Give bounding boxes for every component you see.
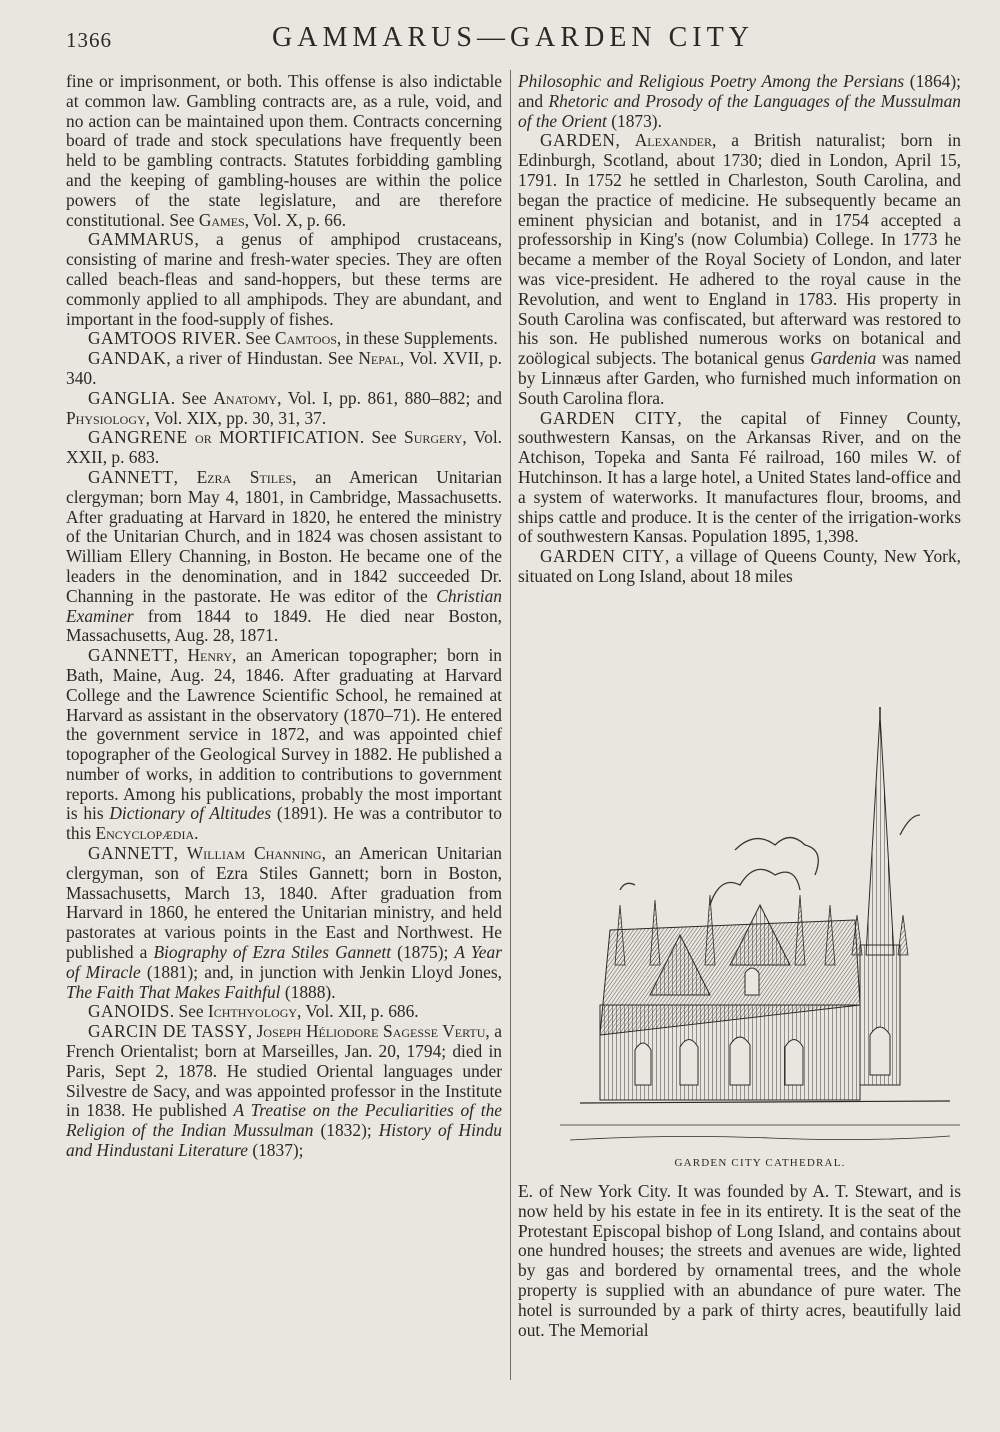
entry-ganglia: GANGLIA. See Anatomy, Vol. I, pp. 861, 880–882; and Physiology, Vol. XIX, pp. 30, 31, 37. bbox=[66, 387, 502, 428]
entry-gannett-william: GANNETT, William Channing, an American Unitarian clergyman, son of Ezra Stiles Gannett; born in Boston, Massachusetts, March 13, 1840. After graduation from Harvard in 1860, he entered the Unitarian ministry, and held pastorates at various points in the East and Northwest. He published a Biography of Ezra Stiles Gannett (1875); A Year of Miracle (1881); and, in junction with Jenkin Lloyd Jones, The Faith That Makes Faithful (1888). bbox=[66, 843, 502, 1002]
running-title: GAMMARUS—GARDEN CITY bbox=[272, 22, 754, 53]
cross-reference: Camtoos bbox=[274, 328, 337, 349]
figure-caption: GARDEN CITY CATHEDRAL. bbox=[674, 1157, 846, 1169]
cross-reference: Surgery bbox=[404, 427, 463, 448]
work-title: Dictionary of Altitudes bbox=[109, 803, 272, 824]
headword: GANGRENE bbox=[88, 427, 188, 448]
genus-name: Gardenia bbox=[810, 348, 877, 369]
work-title: History of Hindu and Hindustani Literature bbox=[66, 1120, 502, 1161]
entry-garcin-de-tassy: GARCIN DE TASSY, Joseph Héliodore Sagesse Vertu, a French Orientalist; born at Marseilles, Jan. 20, 1794; died in Paris, Sept 2, 1878. He studied Oriental languages under Silvestre de Sacy, and was appointed professor in the Institute in 1838. He published A Treatise on the Peculiarities of the Religion of the Indian Mussulman (1832); History of Hindu and Hindustani Literature (1837); bbox=[66, 1021, 503, 1161]
headword: GANNETT bbox=[88, 843, 174, 864]
right-column-top bbox=[518, 72, 961, 587]
work-title: Rhetoric and Prosody of the Languages of the Mussulman of the Orient bbox=[518, 90, 961, 131]
person-name: Henry bbox=[187, 645, 233, 666]
headword: GARDEN CITY bbox=[540, 407, 678, 428]
entry-garden-city-new-york-continuation: E. of New York City. It was founded by A. T. Stewart, and is now held by his estate in fee in its entirety. It is the seat of the Protestant Episcopal bishop of Long Island, and contains about one hundred houses; the streets and avenues are wide, lighted by gas and bordered by ornamental trees, and the whole property is supplied with an abundance of pure water. The hotel is surrounded by a park of thirty acres, beautifully laid out. The Memorial bbox=[518, 1181, 961, 1340]
headword: GARDEN bbox=[540, 130, 616, 151]
headword: GANNETT bbox=[88, 466, 174, 487]
page-header bbox=[66, 22, 960, 56]
headword: GANDAK bbox=[88, 348, 167, 369]
entry-gammarus: GAMMARUS, a genus of amphipod crustaceans, consisting of marine and fresh-water species. They are often called beach-fleas and sand-hoppers, but these terms are commonly applied to all amphipods. They are abundant, and important in the food-supply of fishes. bbox=[66, 229, 502, 329]
entry-garcin-continuation: Philosophic and Religious Poetry Among the Persians (1864); and Rhetoric and Prosody of the Languages of the Mussulman of the Orient (1873). bbox=[518, 71, 961, 131]
cross-reference: Games bbox=[198, 209, 245, 230]
headword: GARCIN DE TASSY bbox=[88, 1021, 248, 1042]
headword: GAMMARUS bbox=[88, 229, 195, 250]
entry-gangrene: GANGRENE or MORTIFICATION. See Surgery, Vol. XXII, p. 683. bbox=[66, 427, 502, 468]
work-title: Biography of Ezra Stiles Gannett bbox=[153, 942, 392, 963]
entry-gambling-continuation: fine or imprisonment, or both. This offense is also indictable at common law. Gambling contracts are, as a rule, void, and no action can be maintained upon them. Contracts concerning board of trade and stock speculations have frequently been held to be gambling contracts. Statutes forbidding gambling and the keeping of gambling-houses are within the police powers of the state legislature, and are therefore constitutional. See Games, Vol. X, p. 66. bbox=[66, 71, 502, 230]
entry-garden-city-new-york: GARDEN CITY, a village of Queens County, New York, situated on Long Island, about 18 miles bbox=[518, 546, 961, 586]
work-title: A Year of Miracle bbox=[66, 942, 502, 982]
person-name: William Channing bbox=[186, 843, 322, 864]
entry-gannett-ezra: GANNETT, Ezra Stiles, an American Unitarian clergyman; born May 4, 1801, in Cambridge, Massachusetts. After graduating at Harvard in 1820, he entered the ministry of the Unitarian Church, and in 1824 was chosen assistant to William Ellery Channing, in Boston. He became one of the leaders in the denomination, and in 1842 succeeded Dr. Channing in the pastorate. He was editor of the Christian Examiner from 1844 to 1849. He died near Boston, Massachusetts, Aug. 28, 1871. bbox=[66, 466, 502, 646]
headword: GAMTOOS RIVER bbox=[88, 328, 237, 349]
cross-reference: Anatomy bbox=[213, 387, 278, 408]
cathedral-illustration bbox=[560, 705, 960, 1169]
entry-gamtoos-river: GAMTOOS RIVER. See Camtoos, in these Supplements. bbox=[88, 328, 498, 349]
headword: GANGLIA bbox=[88, 387, 171, 408]
entry-gannett-henry: GANNETT, Henry, an American topographer; born in Bath, Maine, Aug. 24, 1846. After graduating at Harvard College and the Lawrence Scientific School, he remained at Harvard as assistant in the observatory (1870–71). He entered the government service in 1872, and was appointed chief topographer of the Geological Survey in 1882. He published a number of works, in addition to contributions to government reports. Among his publications, probably the most important is his Dictionary of Altitudes (1891). He was a contributor to this Encyclopædia. bbox=[66, 645, 502, 844]
work-title: A Treatise on the Peculiarities of the Religion of the Indian Mussulman bbox=[66, 1100, 502, 1141]
cathedral-engraving bbox=[560, 705, 960, 1150]
left-column bbox=[66, 72, 502, 1161]
person-name: Ezra Stiles bbox=[196, 466, 293, 487]
column-divider bbox=[510, 70, 511, 1380]
work-title: Philosophic and Religious Poetry Among the Persians bbox=[518, 71, 905, 91]
page-number: 1366 bbox=[66, 28, 112, 52]
cross-reference: Encyclopædia bbox=[95, 823, 195, 844]
headword: GANOIDS bbox=[88, 1001, 170, 1022]
person-name: Alexander bbox=[634, 130, 712, 151]
work-title: Christian Examiner bbox=[66, 585, 502, 626]
headword: GARDEN CITY bbox=[540, 546, 665, 567]
work-title: The Faith That Makes Faithful bbox=[66, 981, 281, 1002]
entry-garden-alexander: GARDEN, Alexander, a British naturalist; born in Edinburgh, Scotland, about 1730; died in London, April 15, 1791. In 1752 he settled in Charleston, South Carolina, and began the practice of medicine. He subsequently became an eminent physician and botanist, and in 1754 accepted a professorship in King's (now Columbia) College. In 1773 he became a member of the Royal Society of London, and later was vice-president. He adhered to the royal cause in the Revolution, and went to England in 1783. His property in South Carolina was confiscated, but afterward was restored to his son. He published numerous works on botanical and zoölogical subjects. The botanical genus Gardenia was named by Linnæus after Garden, who furnished much information on South Carolina flora. bbox=[518, 130, 961, 408]
right-column-bottom bbox=[518, 1182, 961, 1340]
cross-reference: Nepal bbox=[358, 348, 400, 369]
entry-ganoids: GANOIDS. See Ichthyology, Vol. XII, p. 686. bbox=[88, 1001, 419, 1022]
headword: MORTIFICATION bbox=[219, 427, 360, 448]
entry-garden-city-kansas: GARDEN CITY, the capital of Finney County, southwestern Kansas, on the Arkansas River, and on the Atchison, Topeka and Santa Fé railroad, 160 miles W. of Hutchinson. It has a large hotel, a United States land-office and a system of waterworks. It manufactures flour, brooms, and ships cattle and produce. It is the center of the irrigation-works of southwestern Kansas. Population 1895, 1,398. bbox=[518, 407, 961, 547]
cross-reference: Physiology bbox=[66, 407, 146, 428]
cross-reference: Ichthyology bbox=[207, 1001, 298, 1022]
entry-gandak: GANDAK, a river of Hindustan. See Nepal, Vol. XVII, p. 340. bbox=[66, 348, 502, 388]
person-name: Joseph Héliodore Sagesse Vertu bbox=[256, 1021, 486, 1042]
headword: GANNETT bbox=[88, 645, 174, 666]
